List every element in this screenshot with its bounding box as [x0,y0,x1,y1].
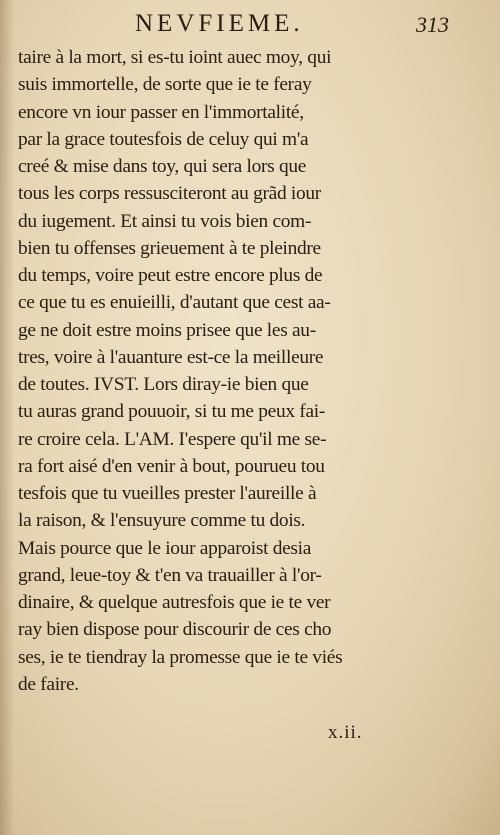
text-line: ses, ie te tiendray la promesse que ie te viés [18,646,343,668]
text-line: bien tu offenses grieuement à te pleindre [18,237,321,259]
running-head [0,8,500,44]
text-line: tu auras grand pouuoir, si tu me peux fai- [18,401,326,423]
text-line: tous les corps ressusciteront au grãd iour [18,183,321,205]
text-line: taire à la mort, si es-tu ioint auec moy, qui [18,47,332,68]
text-line: encore vn iour passer en l'immortalité, [18,101,304,123]
text-line: du iugement. Et ainsi tu vois bien com- [18,210,312,232]
body-text [18,44,446,698]
text-line: de faire. [18,673,79,695]
text-line: du temps, voire peut estre encore plus de [18,265,323,286]
text-line: dinaire, & quelque autresfois que ie te ver [18,592,331,613]
page-number: 313 [416,12,449,37]
text-line: creé & mise dans toy, qui sera lors que [18,156,307,177]
text-line: re croire cela. L'AM. I'espere qu'il me se- [18,428,327,450]
text-line: ge ne doit estre moins prisee que les au- [18,319,316,341]
text-line: ra fort aisé d'en venir à bout, pourueu tou [18,455,325,477]
gutter-shadow [0,0,14,835]
text-line: de toutes. IVST. Lors diray-ie bien que [18,374,309,395]
signature-mark: x.ii. [328,722,363,743]
text-line: tres, voire à l'auanture est-ce la meilleure [18,346,324,368]
text-line: par la grace toutesfois de celuy qui m'a [18,128,309,150]
text-line: tesfois que tu vueilles prester l'aureille à [18,483,317,504]
text-line: Mais pource que le iour apparoist desia [18,537,312,559]
text-line: ce que tu es enuieilli, d'autant que cest aa- [18,292,331,314]
text-line: la raison, & l'ensuyure comme tu dois. [18,510,306,532]
text-line: grand, leue-toy & t'en va trauailler à l'or- [18,564,322,586]
text-line: suis immortelle, de sorte que ie te feray [18,74,312,96]
text-line: ray bien dispose pour discourir de ces cho [18,619,332,641]
running-head-title: NEVFIEME. [135,10,304,37]
